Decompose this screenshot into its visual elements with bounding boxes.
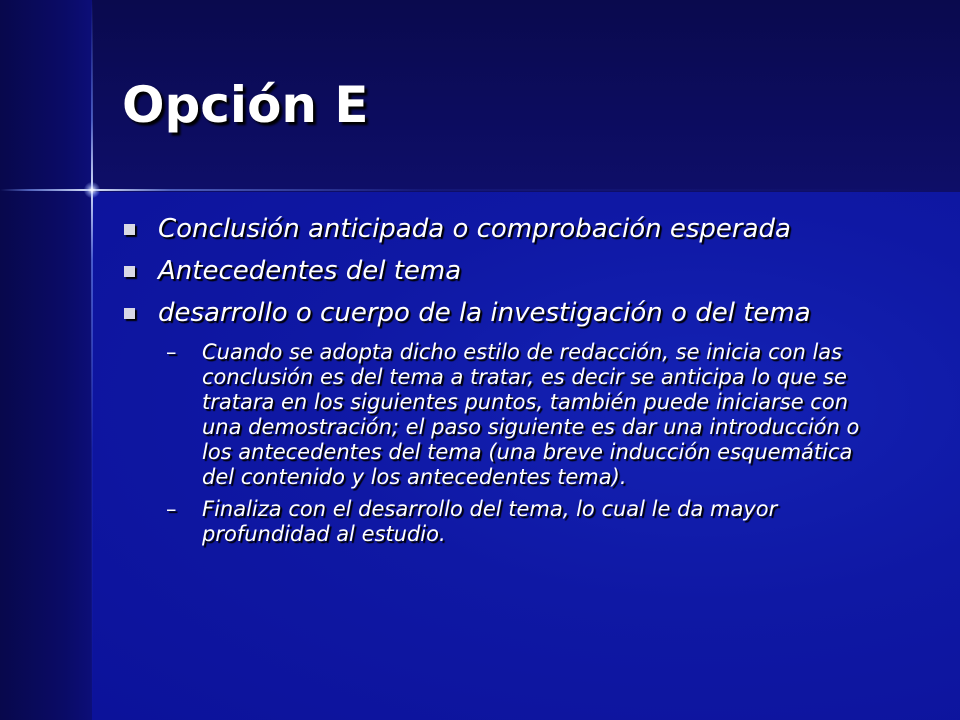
bullet-item <box>122 250 882 292</box>
bullet-item <box>122 292 882 334</box>
dash-bullet-icon: – <box>166 340 177 364</box>
sub-bullet-text: Cuando se adopta dicho estilo de redacción, se inicia con las conclusión es del tema a tratar, es decir se anticipa lo que se tratara en los siguientes puntos, también puede iniciarse con una demostración; el paso siguiente es dar una introducción o los antecedentes del tema (una breve inducción esquemática del contenido y los antecedentes tema). <box>202 340 860 489</box>
sub-bullet-item <box>166 497 876 547</box>
sub-bullet-text: Finaliza con el desarrollo del tema, lo cual le da mayor profundidad al estudio. <box>202 497 778 546</box>
bullet-text: desarrollo o cuerpo de la investigación o del tema <box>158 298 811 328</box>
left-band <box>0 0 92 720</box>
vertical-glow-line <box>91 0 93 720</box>
square-bullet-icon <box>124 266 135 277</box>
square-bullet-icon <box>124 308 135 319</box>
bullet-text: Conclusión anticipada o comprobación esperada <box>158 214 791 244</box>
square-bullet-icon <box>124 224 135 235</box>
horizontal-glow-line <box>0 189 960 191</box>
sub-bullet-list <box>166 340 876 554</box>
slide-title: Opción E <box>122 76 369 134</box>
dash-bullet-icon: – <box>166 497 177 521</box>
bullet-list <box>122 208 882 334</box>
bullet-text: Antecedentes del tema <box>158 256 462 286</box>
sparkle-icon <box>84 182 100 198</box>
bullet-item <box>122 208 882 250</box>
sub-bullet-item <box>166 340 876 490</box>
